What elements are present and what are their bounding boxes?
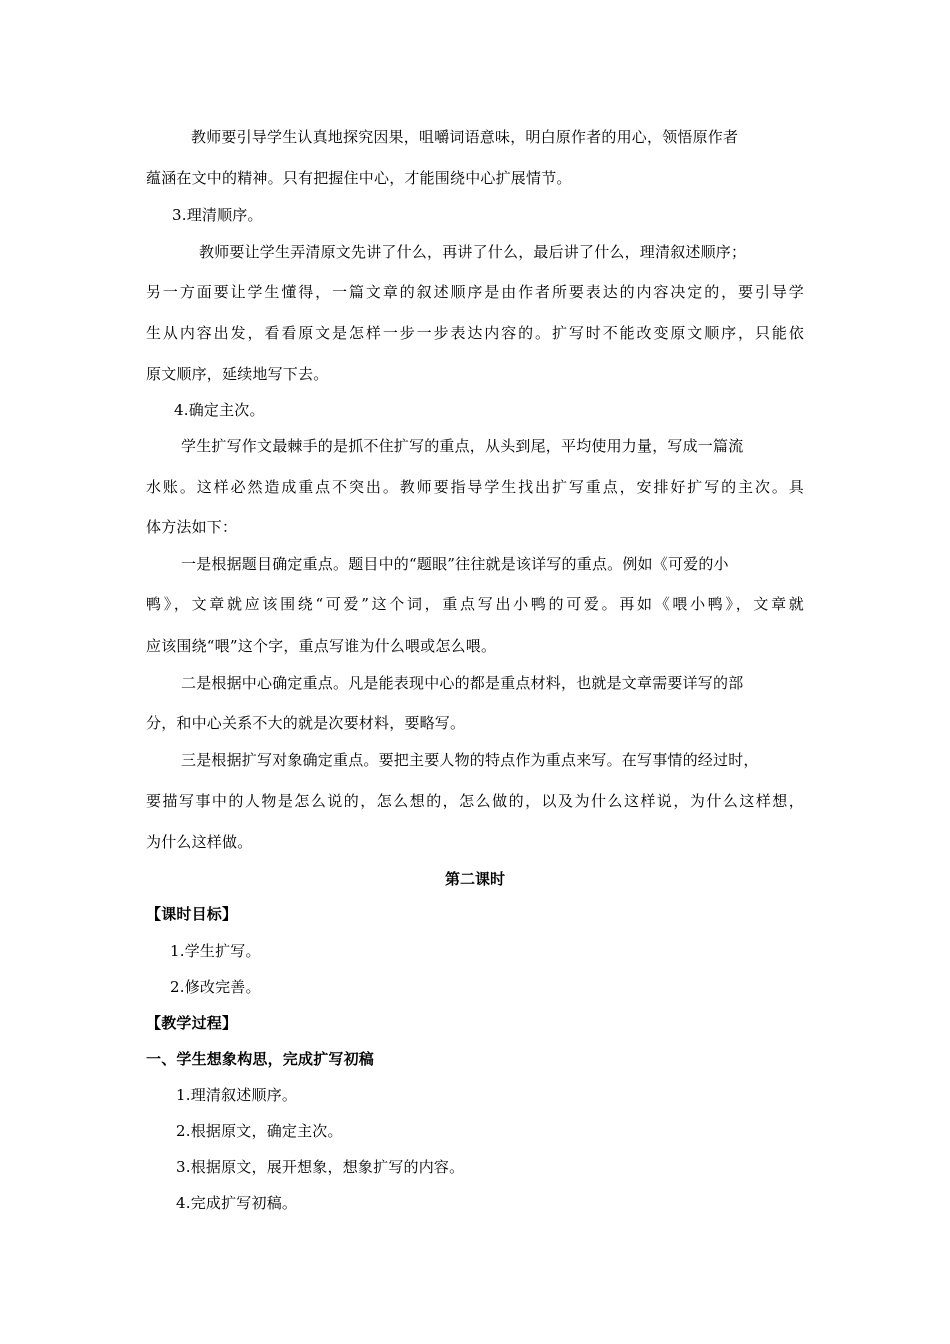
paragraph-line: 另一方面要让学生懂得，一篇文章的叙述顺序是由作者所要表达的内容决定的，要引导学 [146,283,804,301]
paragraph-line: 原文顺序，延续地写下去。 [146,365,329,383]
paragraph-line: 教师要让学生弄清原文先讲了什么，再讲了什么，最后讲了什么，理清叙述顺序； [199,243,747,261]
paragraph-line: 要描写事中的人物是怎么说的，怎么想的，怎么做的，以及为什么这样说，为什么这样想， [146,792,804,810]
paragraph-line: 蕴涵在文中的精神。只有把握住中心，才能围绕中心扩展情节。 [146,169,572,187]
paragraph-line: 教师要引导学生认真地探究因果，咀嚼词语意味，明白原作者的用心，领悟原作者 [191,128,739,146]
paragraph-line: 水账。这样必然造成重点不突出。教师要指导学生找出扩写重点，安排好扩写的主次。具 [146,478,804,496]
objective-item: 2.修改完善。 [170,978,261,996]
paragraph-line: 鸭》，文章就应该围绕“可爱”这个词，重点写出小鸭的可爱。再如《喂小鸭》，文章就 [146,595,804,613]
paragraph-line: 体方法如下： [146,518,238,536]
step-item: 4.完成扩写初稿。 [176,1194,298,1212]
lesson-title: 第二课时 [444,870,505,888]
paragraph-line: 生从内容出发，看看原文是怎样一步一步表达内容的。扩写时不能改变原文顺序，只能依 [146,324,804,342]
paragraph-line: 二是根据中心确定重点。凡是能表现中心的都是重点材料，也就是文章需要详写的部 [181,674,744,692]
objectives-heading: 【课时目标】 [146,905,238,923]
paragraph-line: 一是根据题目确定重点。题目中的“题眼”往往就是该详写的重点。例如《可爱的小 [181,555,729,573]
paragraph-line: 三是根据扩写对象确定重点。要把主要人物的特点作为重点来写。在写事情的经过时， [181,751,759,769]
point-3-title: 3.理清顺序。 [172,206,263,224]
objective-item: 1.学生扩写。 [170,942,261,960]
paragraph-line: 应该围绕“喂”这个字，重点写谁为什么喂或怎么喂。 [146,637,497,655]
section-heading: 一、学生想象构思，完成扩写初稿 [146,1050,375,1068]
step-item: 1.理清叙述顺序。 [176,1086,298,1104]
step-item: 2.根据原文，确定主次。 [176,1122,343,1140]
paragraph-line: 分，和中心关系不大的就是次要材料，要略写。 [146,714,466,732]
process-heading: 【教学过程】 [146,1014,238,1032]
paragraph-line: 为什么这样做。 [146,833,253,851]
point-4-title: 4.确定主次。 [174,401,265,419]
paragraph-line: 学生扩写作文最棘手的是抓不住扩写的重点，从头到尾，平均使用力量，写成一篇流 [181,437,744,455]
step-item: 3.根据原文，展开想象，想象扩写的内容。 [176,1158,465,1176]
